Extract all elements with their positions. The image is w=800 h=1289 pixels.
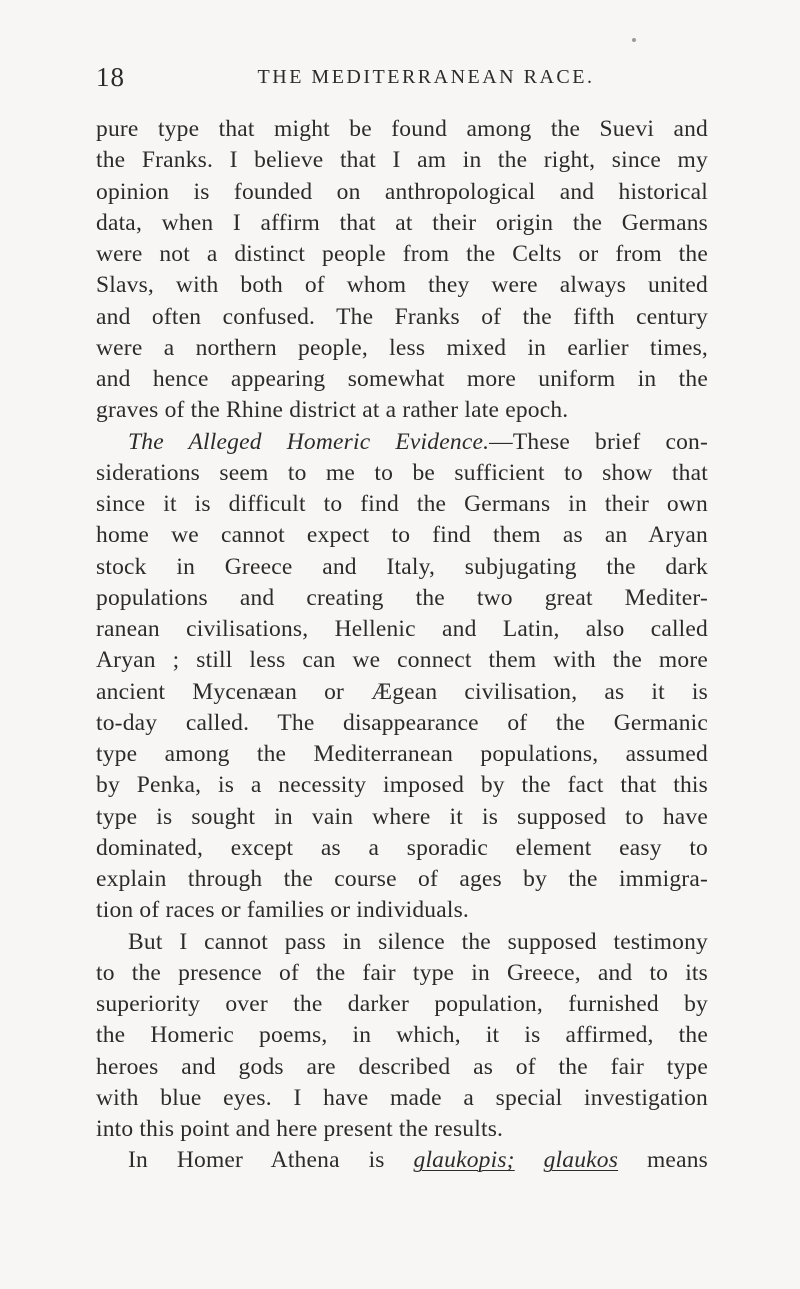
running-title: THE MEDITERRANEAN RACE. bbox=[257, 66, 595, 88]
text-line: stock in Greece and Italy, subjugating the dark bbox=[96, 553, 708, 580]
text-line: Slavs, with both of whom they were always united bbox=[96, 272, 708, 299]
text-line: the Homeric poems, in which, it is affirmed, the bbox=[96, 1022, 708, 1049]
text-line bbox=[96, 1145, 708, 1176]
text-line: pure type that might be found among the Suevi and bbox=[96, 116, 708, 142]
text-line: opinion is founded on anthropological and historical bbox=[96, 178, 708, 205]
text-line: since it is difficult to find the Germans in their own bbox=[96, 491, 708, 517]
text-line: data, when I affirm that at their origin the Germans bbox=[96, 209, 708, 236]
text-line: into this point and here present the results. bbox=[96, 1116, 504, 1142]
text-line: superiority over the darker population, furnished by bbox=[96, 991, 708, 1017]
text-line: to-day called. The disappearance of the Germanic bbox=[96, 709, 708, 736]
ink-speck bbox=[632, 38, 636, 42]
text-line: the Franks. I believe that I am in the right, since my bbox=[96, 147, 708, 174]
text-fragment: means bbox=[646, 1147, 708, 1174]
text-line: explain through the course of ages by the immigra- bbox=[96, 866, 708, 892]
text-line: dominated, except as a sporadic element easy to bbox=[96, 834, 708, 861]
section-heading-line bbox=[96, 427, 708, 458]
text-line: Aryan ; still less can we connect them with the more bbox=[96, 647, 708, 674]
text-line: type is sought in vain where it is supposed to have bbox=[96, 803, 708, 830]
text-line: to the presence of the fair type in Greece, and to its bbox=[96, 959, 708, 986]
text-line: were not a distinct people from the Celts or from the bbox=[96, 241, 708, 267]
body-text bbox=[96, 114, 708, 1177]
text-line: and often confused. The Franks of the fifth century bbox=[96, 303, 708, 330]
text-line: graves of the Rhine district at a rather late epoch. bbox=[96, 397, 569, 424]
text-line: populations and creating the two great Mediter- bbox=[96, 584, 708, 611]
text-line: heroes and gods are described as of the fair type bbox=[96, 1053, 708, 1080]
text-line: siderations seem to me to be sufficient to show that bbox=[96, 459, 708, 486]
text-line: by Penka, is a necessity imposed by the fact that this bbox=[96, 772, 708, 799]
text-line: ranean civilisations, Hellenic and Latin, also called bbox=[96, 616, 708, 642]
page-header bbox=[96, 62, 716, 102]
greek-term: glaukopis; bbox=[413, 1147, 515, 1174]
text-line: But I cannot pass in silence the supposed testimony bbox=[128, 928, 708, 955]
text-line: home we cannot expect to find them as an Aryan bbox=[96, 522, 708, 549]
text-line: with blue eyes. I have made a special investigation bbox=[96, 1084, 708, 1111]
section-heading: The Alleged Homeric Evidence. bbox=[128, 428, 490, 455]
text-line: type among the Mediterranean populations, assumed bbox=[96, 741, 708, 767]
page-number: 18 bbox=[96, 62, 125, 92]
greek-term: glaukos bbox=[543, 1147, 619, 1174]
text-line: tion of races or families or individuals. bbox=[96, 897, 470, 924]
text-fragment: —These brief con- bbox=[489, 428, 708, 455]
text-fragment: In Homer Athena is bbox=[128, 1147, 385, 1174]
text-line: were a northern people, less mixed in earlier times, bbox=[96, 334, 708, 361]
text-line: and hence appearing somewhat more uniform in the bbox=[96, 366, 708, 392]
text-line: ancient Mycenæan or Ægean civilisation, as it is bbox=[96, 678, 708, 705]
